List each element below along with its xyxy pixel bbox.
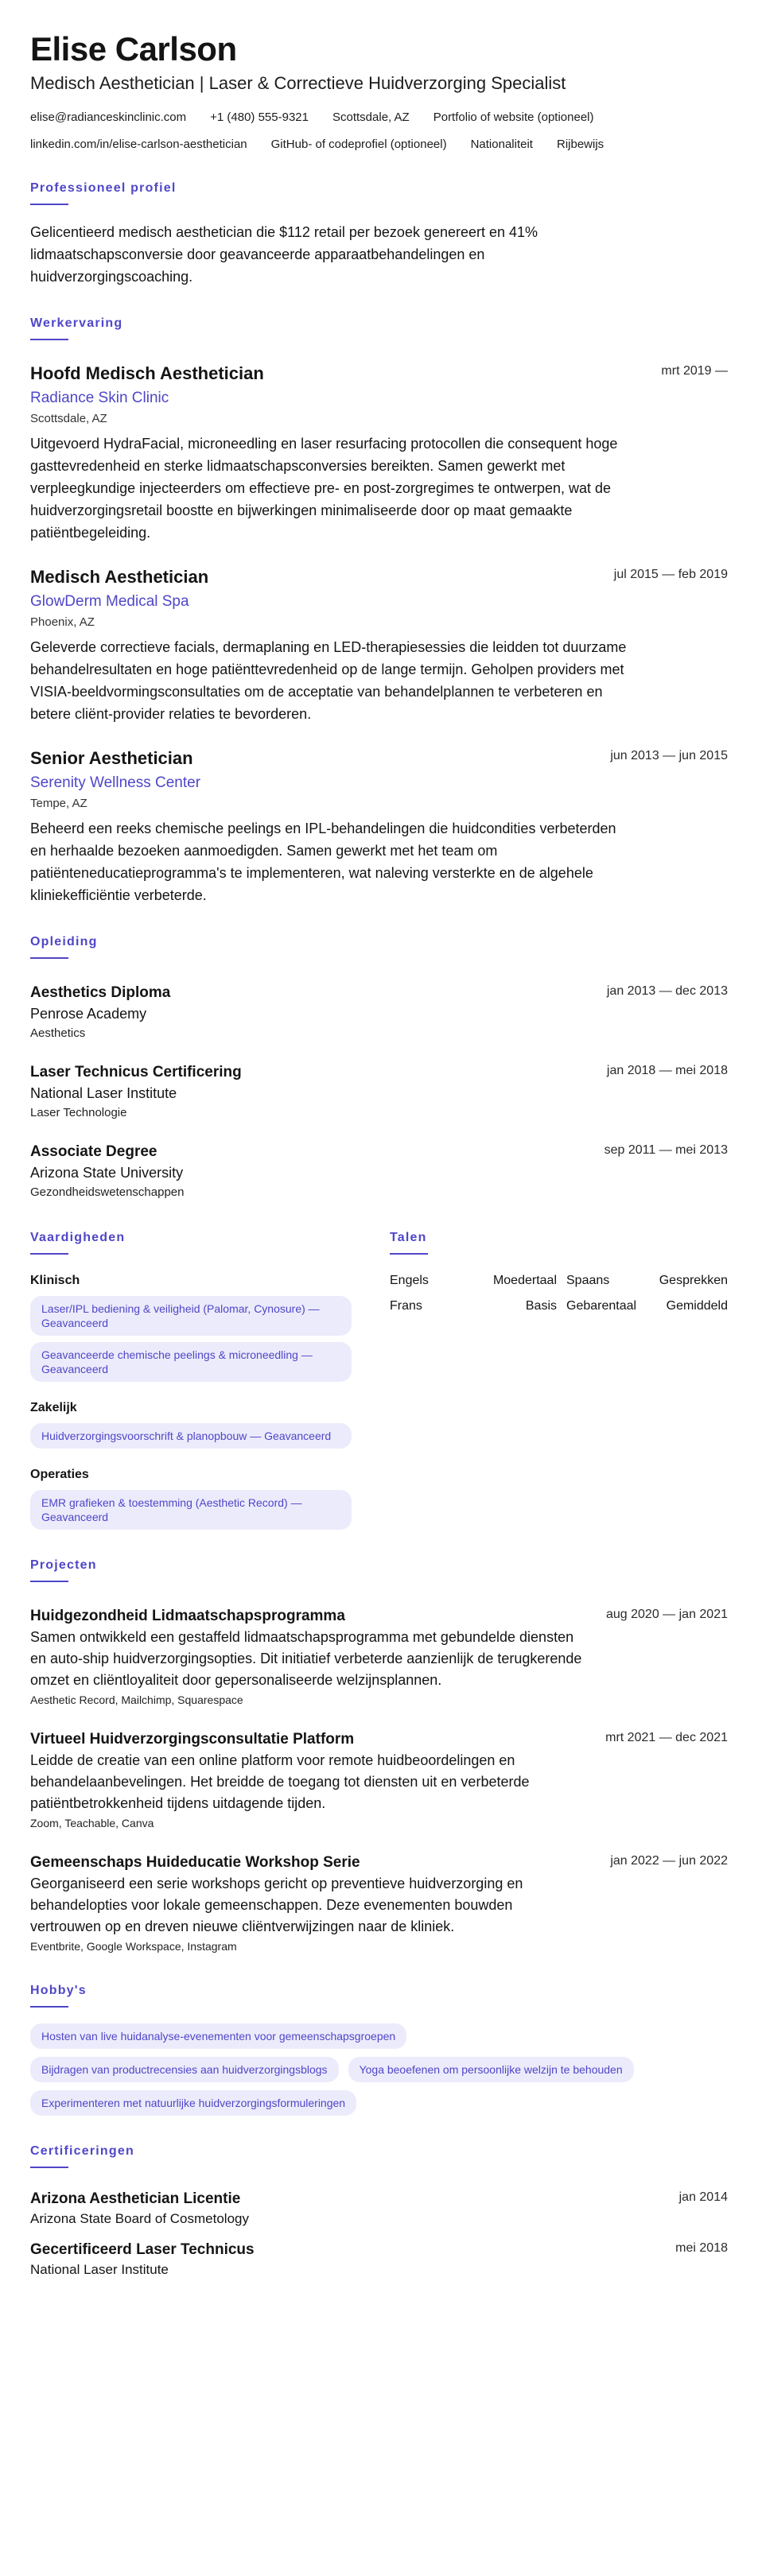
section-divider: [30, 957, 68, 959]
skill-group-name: Klinisch: [30, 1274, 80, 1287]
section-heading: Professioneel profiel: [30, 181, 177, 195]
language-level: Moedertaal: [492, 1274, 557, 1287]
section-heading: Certificeringen: [30, 2144, 134, 2158]
institution-name: National Laser Institute: [30, 1085, 177, 1101]
section-heading: Talen: [390, 1231, 427, 1244]
hobbies-list: [30, 2023, 714, 2116]
education-date: sep 2011 — mei 2013: [604, 1143, 728, 1157]
study-field: Gezondheidswetenschappen: [30, 1185, 185, 1199]
section-divider: [30, 2167, 68, 2168]
language-name: Spaans: [566, 1274, 610, 1287]
project-title: Gemeenschaps Huideducatie Workshop Serie: [30, 1854, 360, 1871]
skill-tag: Geavanceerde chemische peelings & microneedling — Geavanceerd: [30, 1342, 352, 1382]
job-entry: [30, 747, 728, 906]
project-tech: Eventbrite, Google Workspace, Instagram: [30, 1940, 237, 1953]
certification-title: Arizona Aesthetician Licentie: [30, 2190, 241, 2207]
linkedin-link[interactable]: linkedin.com/in/elise-carlson-aesthetician: [30, 138, 247, 151]
job-entry: [30, 363, 728, 544]
language-level: Gesprekken: [659, 1274, 728, 1287]
project-tech: Zoom, Teachable, Canva: [30, 1817, 154, 1829]
section-divider: [30, 339, 68, 340]
institution-name: Arizona State University: [30, 1165, 184, 1181]
section-divider: [30, 204, 68, 205]
contact-row: [30, 110, 728, 126]
hobby-tag: Experimenteren met natuurlijke huidverzorgingsformuleringen: [30, 2090, 356, 2116]
education-date: jan 2018 — mei 2018: [606, 1064, 728, 1077]
certification-issuer: National Laser Institute: [30, 2262, 169, 2277]
job-location: Scottsdale, AZ: [30, 412, 107, 425]
project-description: Georganiseerd een serie workshops gericht op preventieve huidverzorging en behandelopties voor lokale gemeenschappen. Deze evenementen bouwden vertrouwen op en dreven nieuwe cliëntverwijzingen naar de kliniek.: [30, 1876, 523, 1934]
language-level: Gemiddeld: [666, 1299, 728, 1313]
degree-title: Laser Technicus Certificering: [30, 1064, 242, 1080]
resume-header: [30, 29, 728, 153]
contact-info: [30, 110, 728, 153]
job-location: Tempe, AZ: [30, 797, 87, 810]
job-entry: [30, 566, 728, 725]
section-divider: [30, 1253, 68, 1255]
certification-entry: [30, 2189, 728, 2229]
education-section: [30, 935, 728, 1202]
job-company: Radiance Skin Clinic: [30, 390, 169, 406]
person-name: Elise Carlson: [30, 30, 237, 68]
hobby-tag: Hosten van live huidanalyse-evenementen voor gemeenschapsgroepen: [30, 2023, 406, 2049]
project-tech: Aesthetic Record, Mailchimp, Squarespace: [30, 1693, 243, 1706]
education-entry: [30, 1142, 728, 1202]
skills-section: [30, 1202, 358, 1530]
language-row: [390, 1272, 728, 1290]
education-entry: [30, 1062, 728, 1123]
skill-group-name: Operaties: [30, 1468, 89, 1481]
project-description: Leidde de creatie van een online platform voor remote huidbeoordelingen en behandelaanbevelingen. Het breidde de toegang tot diensten uit en verbeterde patiëntbetrokkenheid tijdens uitdagende tijden.: [30, 1752, 530, 1811]
certifications-section: [30, 2144, 728, 2279]
projects-section: [30, 1558, 728, 1955]
profile-text: Gelicentieerd medisch aesthetician die $112 retail per bezoek genereert en 41% lidmaatschapsconversie door geavanceerde apparaatbehandelingen en huidverzorgingscoaching.: [30, 224, 538, 285]
skill-tag: Laser/IPL bediening & veiligheid (Palomar, Cynosure) — Geavanceerd: [30, 1296, 352, 1336]
job-company: Serenity Wellness Center: [30, 774, 201, 791]
hobby-tag: Bijdragen van productrecensies aan huidverzorgingsblogs: [30, 2057, 339, 2082]
job-date: jun 2013 — jun 2015: [610, 749, 728, 762]
degree-title: Aesthetics Diploma: [30, 984, 171, 1001]
job-title: Senior Aesthetician: [30, 748, 193, 768]
section-divider: [30, 2006, 68, 2008]
skill-tag: Huidverzorgingsvoorschrift & planopbouw — Geavanceerd: [30, 1423, 352, 1449]
github-link[interactable]: GitHub- of codeprofiel (optioneel): [270, 138, 447, 151]
study-field: Laser Technologie: [30, 1106, 127, 1119]
project-date: jan 2022 — jun 2022: [610, 1854, 728, 1868]
section-heading: Opleiding: [30, 935, 98, 949]
person-title: Medisch Aesthetician | Laser & Correctieve Huidverzorging Specialist: [30, 73, 566, 93]
languages-section: [390, 1202, 728, 1530]
location-text: Scottsdale, AZ: [332, 111, 410, 124]
section-heading: Vaardigheden: [30, 1231, 126, 1244]
job-date: mrt 2019 —: [661, 364, 728, 378]
project-title: Huidgezondheid Lidmaatschapsprogramma: [30, 1608, 345, 1624]
contact-row: [30, 137, 728, 153]
job-date: jul 2015 — feb 2019: [613, 568, 728, 581]
education-date: jan 2013 — dec 2013: [606, 984, 728, 998]
job-company: GlowDerm Medical Spa: [30, 593, 189, 610]
institution-name: Penrose Academy: [30, 1006, 147, 1022]
project-entry: [30, 1606, 728, 1709]
project-entry: [30, 1729, 728, 1832]
certification-issuer: Arizona State Board of Cosmetology: [30, 2211, 249, 2226]
project-title: Virtueel Huidverzorgingsconsultatie Platform: [30, 1731, 355, 1748]
skill-tag: EMR grafieken & toestemming (Aesthetic Record) — Geavanceerd: [30, 1490, 352, 1530]
phone-text: +1 (480) 555-9321: [210, 111, 309, 124]
section-divider: [30, 1581, 68, 1582]
certification-title: Gecertificeerd Laser Technicus: [30, 2241, 255, 2258]
profile-section: [30, 181, 728, 288]
language-name: Gebarentaal: [566, 1299, 637, 1313]
certification-entry: [30, 2240, 728, 2279]
hobbies-section: [30, 1984, 728, 2116]
job-description: Geleverde correctieve facials, dermaplaning en LED-therapiesessies die leidden tot duurzame behandelresultaten en hoge patiënttevredenheid op de lange termijn. Geholpen providers met VISIA-beeldvormingsconsultaties om de acceptatie van behandelplannen te verbeteren en betere cliënt-provider relaties te bevorderen.: [30, 639, 627, 722]
certification-date: mei 2018: [675, 2241, 728, 2255]
languages-list: [390, 1272, 728, 1315]
certification-date: jan 2014: [678, 2190, 728, 2204]
job-location: Phoenix, AZ: [30, 615, 95, 629]
section-heading: Projecten: [30, 1558, 97, 1572]
section-heading: Hobby's: [30, 1984, 87, 1997]
hobby-tag: Yoga beoefenen om persoonlijke welzijn te behouden: [348, 2057, 634, 2082]
license-text: Rijbewijs: [556, 138, 604, 151]
job-description: Beheerd een reeks chemische peelings en IPL-behandelingen die huidcondities verbeterden en herhaalde bezoeken aanmoedigden. Samen gewerkt met het team om patiënteneducatieprogramma's te implementeren, wat naleving versterkte en de algehele kliniekefficiëntie verbeterde.: [30, 821, 616, 903]
skills-languages-row: [30, 1202, 728, 1530]
language-name: Frans: [390, 1299, 422, 1313]
degree-title: Associate Degree: [30, 1143, 157, 1160]
nationality-text: Nationaliteit: [470, 138, 533, 151]
job-description: Uitgevoerd HydraFacial, microneedling en laser resurfacing protocollen die consequent hoge gasttevredenheid en sterke lidmaatschapsconversies bereikten. Samen gewerkt met verpleegkundige injecteerders om effectieve pre- en post-zorgregimes te ontwerpen, wat de huidverzorgingsretail boostte en bijwerkingen minimaliseerde door op maat gemaakte patiëntbegeleiding.: [30, 436, 618, 541]
experience-section: [30, 316, 728, 906]
job-title: Hoofd Medisch Aesthetician: [30, 363, 264, 383]
language-name: Engels: [390, 1274, 429, 1287]
job-title: Medisch Aesthetician: [30, 567, 209, 587]
email-link[interactable]: elise@radianceskinclinic.com: [30, 111, 187, 124]
project-entry: [30, 1852, 728, 1955]
portfolio-link[interactable]: Portfolio of website (optioneel): [433, 111, 594, 124]
section-divider: [390, 1253, 428, 1255]
section-heading: Werkervaring: [30, 316, 123, 330]
education-entry: [30, 983, 728, 1043]
project-date: aug 2020 — jan 2021: [605, 1608, 728, 1621]
project-description: Samen ontwikkeld een gestaffeld lidmaatschapsprogramma met gebundelde diensten en auto-ship huidverzorgingsopties. Dit initiatief verbeterde aanzienlijk de terugkerende omzet en cliëntloyaliteit door gepersonaliseerde welzijnsplannen.: [30, 1629, 582, 1688]
skill-group-name: Zakelijk: [30, 1401, 77, 1414]
language-row: [390, 1298, 728, 1315]
study-field: Aesthetics: [30, 1026, 86, 1040]
project-date: mrt 2021 — dec 2021: [605, 1731, 728, 1744]
language-level: Basis: [525, 1299, 557, 1313]
